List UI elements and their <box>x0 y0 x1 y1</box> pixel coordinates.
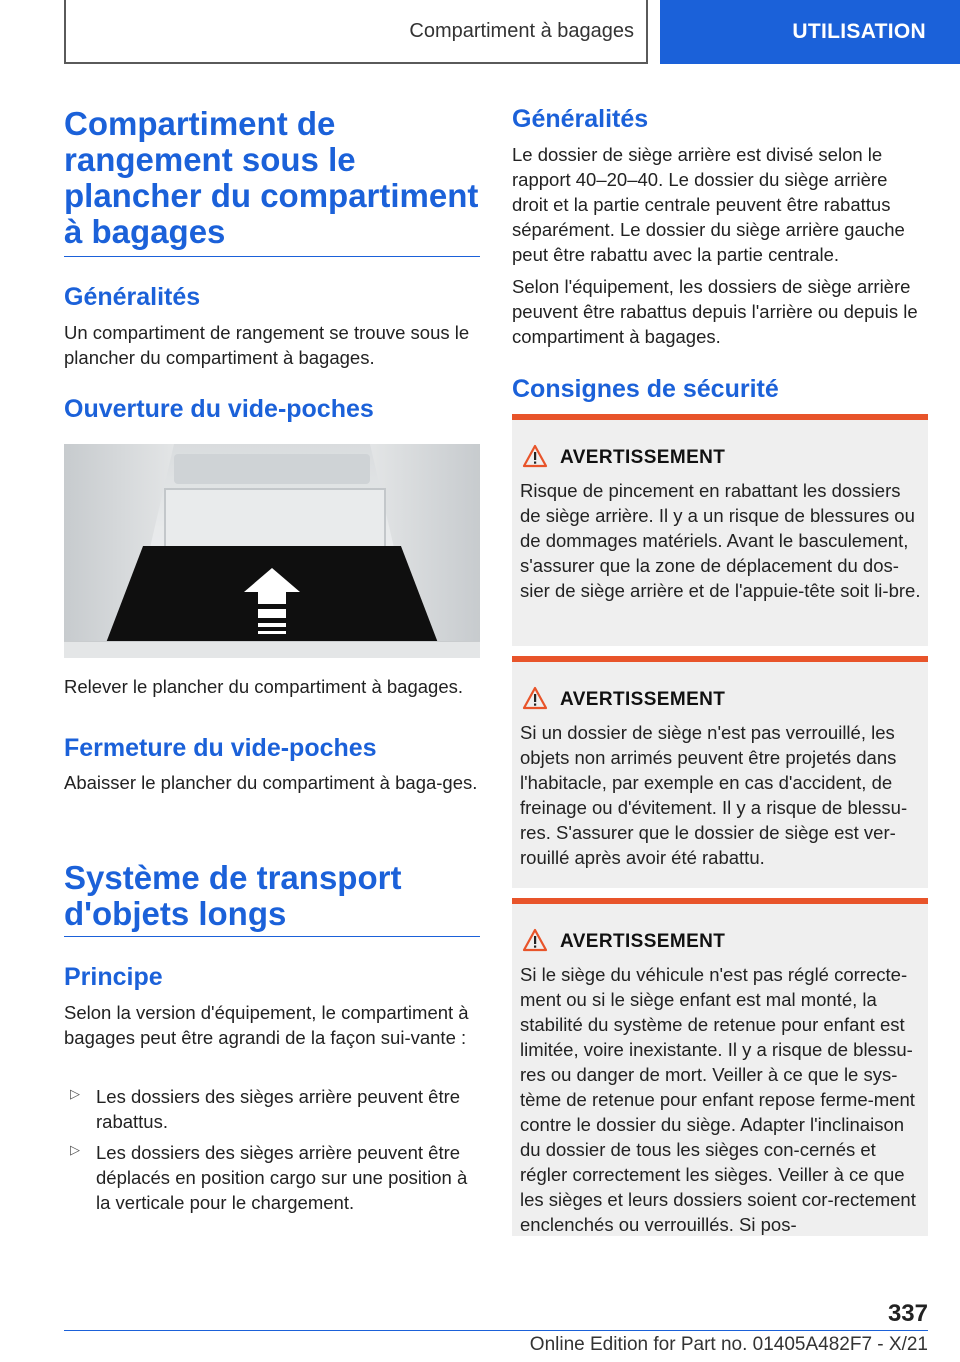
paragraph-seat-split: Le dossier de siège arrière est divisé selon le rapport 40–20–40. Le dossier du siège arrière droit et la partie centrale peuvent être rabattus séparément. Le dossier du siège arrière gauche peut être rabattu avec la partie centrale. <box>512 144 905 265</box>
heading-rule <box>64 256 480 257</box>
warning-title: AVERTISSEMENT <box>560 689 726 710</box>
arrow-up-icon <box>64 444 480 658</box>
footer-rule <box>64 1330 928 1331</box>
warning-box <box>512 414 928 646</box>
heading-rule <box>64 936 480 937</box>
page-number: 337 <box>887 1300 928 1327</box>
header-section-title <box>64 0 648 64</box>
triangle-bullet-icon: ▷ <box>70 1142 80 1157</box>
warning-text: Si un dossier de siège n'est pas verrouillé, les objets non arrimés peuvent être projetés dans l'habitacle, par exemple en cas d'accident, de freinage ou d'évitement. Il y a risque de blessu-res. S'assurer que le dossier de siège est ver-rouillé après avoir été rabattu. <box>520 722 908 868</box>
heading-closing: Fermeture du vide-poches <box>64 734 377 762</box>
heading-general-right: Généralités <box>512 105 649 133</box>
warning-text: Si le siège du véhicule n'est pas réglé correcte-ment ou si le siège enfant est mal monté, la stabilité du système de retenue pour enfant est limitée, voire inexistante. Il y a risque de blessu-res ou danger de mort. Veiller à ce que le sys-tème de retenue pour enfant repose ferme-ment contre le dossier du siège. Adapter l'inclinaison du dossier de tous les sièges con-cernés et régler correctement les sièges. Veiller à ce que les sièges et leurs dossiers soient cor-rectement enclenchés ou verrouillés. Si pos- <box>520 964 916 1235</box>
heading-safety: Consignes de sécurité <box>512 375 779 403</box>
warning-triangle-icon <box>522 928 548 952</box>
footer-edition: Online Edition for Part no. 01405A482F7 - X/21 <box>529 1334 928 1355</box>
list-item-text: Les dossiers des sièges arrière peuvent être déplacés en position cargo sur une position à la verticale pour le chargement. <box>96 1142 468 1213</box>
heading-general: Généralités <box>64 283 201 311</box>
luggage-floor-photo <box>64 444 480 658</box>
header-chapter-tab[interactable] <box>660 0 960 64</box>
heading-opening: Ouverture du vide-poches <box>64 395 374 423</box>
heading-principle: Principe <box>64 963 163 991</box>
triangle-bullet-icon: ▷ <box>70 1086 80 1101</box>
heading-long-objects: Système de transport d'objets longs <box>64 859 402 932</box>
photo-caption: Relever le plancher du compartiment à bagages. <box>64 676 464 697</box>
warning-title: AVERTISSEMENT <box>560 447 726 468</box>
warning-title: AVERTISSEMENT <box>560 931 726 952</box>
header-chapter-label: UTILISATION <box>792 20 926 43</box>
warning-triangle-icon <box>522 444 548 468</box>
warning-box <box>512 656 928 888</box>
list-item-text: Les dossiers des sièges arrière peuvent être rabattus. <box>96 1086 461 1132</box>
paragraph-principle: Selon la version d'équipement, le compartiment à bagages peut être agrandi de la façon sui-vante : <box>64 1002 469 1048</box>
warning-text: Risque de pincement en rabattant les dossiers de siège arrière. Il y a un risque de blessures ou de dommages matériels. Avant le basculement, s'assurer que la zone de déplacement du dos-sier de siège arrière et de l'appuie-tête soit li-bre. <box>520 480 921 601</box>
warning-triangle-icon <box>522 686 548 710</box>
warning-box <box>512 898 928 1236</box>
heading-storage-compartment: Compartiment de rangement sous le plancher du compartiment à bagages <box>64 105 479 250</box>
paragraph-general: Un compartiment de rangement se trouve sous le plancher du compartiment à bagages. <box>64 322 470 368</box>
header-section-label: Compartiment à bagages <box>409 19 634 42</box>
paragraph-seat-folding: Selon l'équipement, les dossiers de siège arrière peuvent être rabattus depuis l'arrière ou depuis le compartiment à bagages. <box>512 276 918 347</box>
paragraph-closing: Abaisser le plancher du compartiment à baga-ges. <box>64 772 478 793</box>
